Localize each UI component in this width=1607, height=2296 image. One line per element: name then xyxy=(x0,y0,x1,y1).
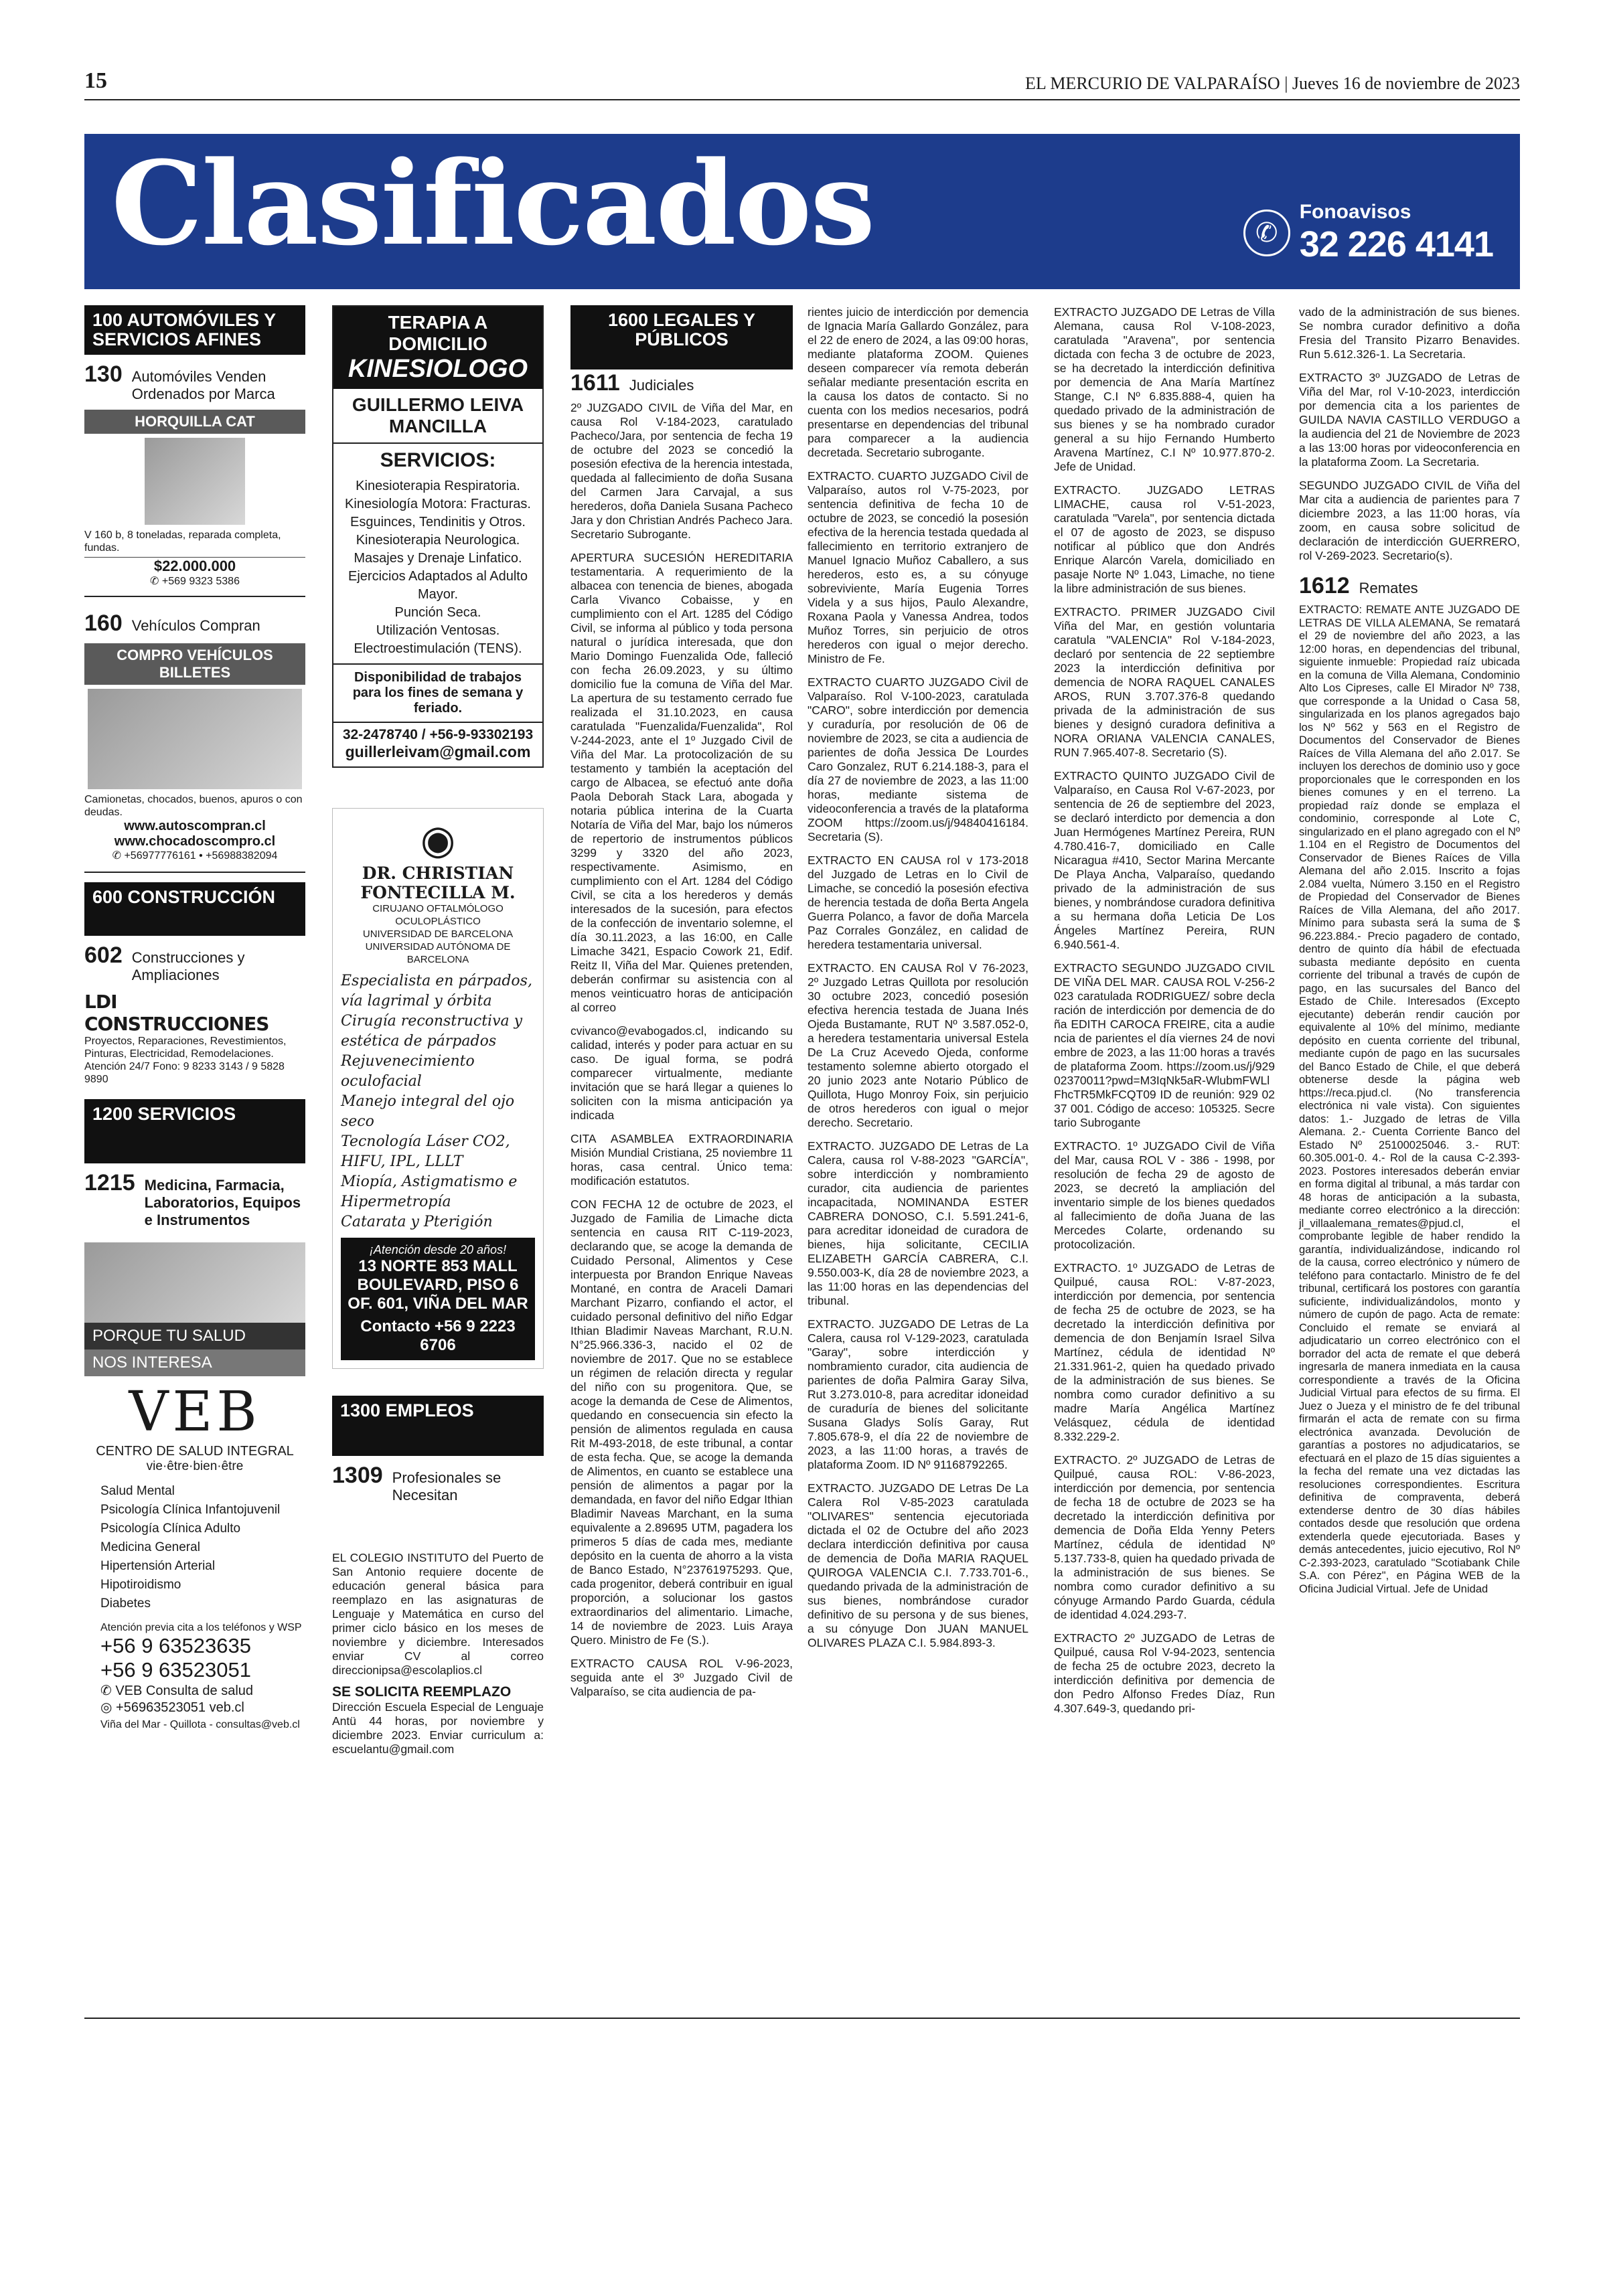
notice: EXTRACTO CUARTO JUZGADO Civil de Valparaíso. Rol V-100-2023, caratulada "CARO", sobre interdicción por demencia y curaduría, por resolución de 06 de noviembre de 2023, se cita a audiencia de parientes de doña Jessica De Lourdes Caro Gonzalez, RUT 6.214.188-3, para el día 27 de noviembre de 2023, a las 11:00 horas, mediante sistema de videoconferencia a través de la plataforma ZOOM https://zoom.us/j/94840416184. Secretaria (S). xyxy=(808,675,1028,843)
notice: EXTRACTO 2º JUZGADO de Letras de Quilpué, causa Rol V-94-2023, sentencia de fecha 25 de octubre 2023, decreto la interdicción definitiva por demencia de don Pedro Alfonso Fredes Díaz, Run 4.307.649-3, quedando pri- xyxy=(1054,1631,1275,1715)
category-1215: 1215 Medicina, Farmacia, Laboratorios, Equipos e Instrumentos xyxy=(84,1170,301,1228)
banner-title: Clasificados xyxy=(111,135,874,271)
forklift-image xyxy=(145,438,245,525)
section-600: 600 CONSTRUCCIÓN xyxy=(84,882,305,936)
phone-icon: ✆ xyxy=(1243,210,1290,256)
veb-services: Salud Mental Psicología Clínica Infantojuvenil Psicología Clínica Adulto Medicina General Hipertensión Arterial Hipotiroidismo Diabetes xyxy=(100,1484,281,1611)
category-160: 160 Vehículos Compran xyxy=(84,610,260,636)
notice: EXTRACTO CAUSA ROL V-96-2023, seguida ante el 3º Juzgado Civil de Valparaíso, se cita audiencia de pa- xyxy=(570,1657,793,1698)
notice: EXTRACTO. PRIMER JUZGADO Civil Viña del Mar, en gestión voluntaria caratula "VALENCIA" Rol V-184-2023, declaró por sentencia de 22 septiembre 2023 la interdicción definitiva por demencia de NORA RAQUEL CANALES AROS, RUN 3.707.376-8 quedando privada de la administración de sus bienes y designó curadora definitiva a NORA ORIANA VALENCIA CANALES, RUN 7.965.407-8. Secretario (S). xyxy=(1054,605,1275,759)
notice: vado de la administración de sus bienes. Se nombra curador definitivo a doña Fresia del Transito Pizarro Benavides. Run 5.612.326-1. La Secretaria. xyxy=(1299,305,1520,361)
whatsapp-icon: ✆ xyxy=(150,576,162,587)
job-colegio: EL COLEGIO INSTITUTO del Puerto de San Antonio requiere docente de educación general básica para reemplazo en las asignaturas de Lenguaje y Matemática en curso del primer ciclo básico en los meses de noviembre y diciembre. Interesados enviar CV al correo direccionipsa@escolaplios.cl xyxy=(332,1551,544,1677)
notice: CON FECHA 12 de octubre de 2023, el Juzgado de Familia de Limache dicta sentencia en causa RIT C-119-2023, declarando que, se acoge la demanda de Cuidado Personal, Alimentos y Cese interpuesta por Brandon Enrique Naveas Montané, en contra de Araceli Damari Marchant Pizarro, confiando el actor, el cuidado personal definitivo del niño Edgar Ithian Bladimir Naveas Marchant, R.U.N. N°25.966.336-3, nacido el 02 de noviembre de 2017. Que no se establece un régimen de relación directa y regular del niño con su progenitora. Que, se acoge la demanda de Cese de Alimentos, quedando en consecuencia sin efecto la pensión de alimentos regulada en causa Rit M-493-2018, de este tribunal, a contar de esta fecha. Que, se acoge la demanda de Alimentos, en cuanto se establece una pensión de alimentos a pagar por la demandada, en favor del niño Edgar Ithian Bladimir Naveas Marchant, en la suma equivalente a 2.89695 UTM, pagadera los primeros 5 días de cada mes, mediante depósito en la cuenta de ahorro a la vista de Banco Estado, N°23761975293. Que, cada progenitor, deberá contribuir en igual proporción, a solucionar los gastos extraordinarios del alimentario. Limache, 14 de noviembre de 2023. Luis Araya Quero. Ministro de Fe (S.). xyxy=(570,1198,793,1647)
notice: EXTRACTO. 1º JUZGADO Civil de Viña del Mar, causa ROL V - 386 - 1998, por resolución de fecha 29 de agosto de 2023, se decretó la ampliación del inventario simple de los bienes quedados al fallecimiento de doña Juana de las Mercedes Colarte, ordenando su protocolización. xyxy=(1054,1139,1275,1251)
ad-compro-vehiculos: COMPRO VEHÍCULOS BILLETES Camionetas, chocados, buenos, apuros o con deudas. www.autoscompran.cl www.chocadoscompro.cl ✆ +56977776161 • +56988382094 xyxy=(84,643,305,862)
ad-horquilla: HORQUILLA CAT V 160 b, 8 toneladas, reparada completa, fundas. $22.000.000 ✆ +569 9323 5386 xyxy=(84,410,305,588)
column-5 xyxy=(1054,305,1275,1725)
car-image xyxy=(88,689,302,789)
instagram-icon: ◎ xyxy=(100,1700,117,1715)
notice: EXTRACTO JUZGADO DE Letras de Villa Alemana, causa Rol V-108-2023, caratulada "Aravena", por sentencia dictada con fecha 3 de octubre de 2023, se ha decretado la interdicción definitiva por demencia de Ana María Martínez Stange, C.I Nº 6.835.888-4, quien ha quedado privado de la administración de sus bienes y se ha nombrado curador general a su hijo Fernando Humberto Aravena Martínez, C.I Nº 10.977.870-2. Jefe de Unidad. xyxy=(1054,305,1275,473)
classifieds-banner xyxy=(84,134,1520,289)
category-1309: 1309 Profesionales se Necesitan xyxy=(332,1463,502,1503)
notice: CITA ASAMBLEA EXTRAORDINARIA Misión Mundial Cristiana, 25 noviembre 11 horas, casa central. Único tema: modificación estatutos. xyxy=(570,1132,793,1187)
notice: rientes juicio de interdicción por demencia de Ignacia María Gallardo González, para el 22 de enero de 2024, a las 09:00 horas, mediante plataforma ZOOM. Quienes deseen comparecer vía remota deberán señalar mediante presentación escrita en la causa los datos de contacto. Si no cuenta con los medios necesarios, podrá presentarse en dependencias del tribunal para comparecer a la audiencia decretada. Secretario subrogante. xyxy=(808,305,1028,459)
eye-icon: ◉ xyxy=(420,817,456,862)
ad-veb: PORQUE TU SALUD NOS INTERESA VEB CENTRO DE SALUD INTEGRAL vie·être·bien·être Salud Mental Psicología Clínica Infantojuvenil Psicología Clínica Adulto Medicina General Hipertensión Arterial Hipotiroidismo Diabetes Atención previa cita a los teléfonos y WSP +56 9 63523635 +56 9 63523051 ✆ VEB Consulta de salud ◎ +56963523051 veb.cl Viña del Mar - Quillota - consultas@veb.cl xyxy=(84,1242,305,1731)
notice: cvivanco@evabogados.cl, indicando su calidad, interés y poder para actuar en su caso. De igual forma, se podrá comparecer virtualmente, mediante invitación que se hará llegar a quienes lo soliciten con la misma anticipación ya indicada xyxy=(570,1024,793,1122)
section-1600: 1600 LEGALES Y PÚBLICOS xyxy=(570,305,793,370)
column-2 xyxy=(332,305,544,1756)
kin-services: Kinesioterapia Respiratoria. Kinesiología Motora: Fracturas. Esguinces, Tendinitis y Otros. Kinesioterapia Neurologica. Masajes y Drenaje Linfatico. Ejercicios Adaptados al Adulto Mayor. Punción Seca. Utilización Ventosas. Electroestimulación (TENS). xyxy=(345,479,531,656)
notice: EXTRACTO SEGUNDO JUZGADO CIVIL DE VIÑA DEL MAR. CAUSA ROL V-256-2023 caratulada RODRIGUEZ/ sobre declaración de interdicción por demencia de doña EDITH CAROCA FREIRE, cita a audiencia de parientes el día viernes 24 de noviembre de 2023, a las 11:00 horas a través de plataforma Zoom. https://zoom.us/j/92902370011?pwd=M3IqNk5aR-WlubmFWLlFhcTR5MkFCQT09 ID de reunión: 929 0237 001. Código de acceso: 105325. Secretario Subrogante xyxy=(1054,961,1275,1129)
notice: EXTRACTO. 1º JUZGADO de Letras de Quilpué, causa ROL: V-87-2023, interdicción por demencia, por sentencia de fecha 25 de octubre de 2023, se ha decretado la interdicción definitiva por demencia de don Benjamín Israel Silva Martínez, cédula de identidad Nº 21.331.961-2, quien ha quedado privado de la administración de sus bienes. Se nombra como curador definitivo a su madre María Angélica Martínez Velásquez, cédula de identidad 8.332.229-2. xyxy=(1054,1261,1275,1443)
column-6 xyxy=(1299,305,1520,1605)
category-1612: 1612 Remates xyxy=(1299,573,1418,598)
doctor-image xyxy=(84,1242,305,1323)
ad-ldi: LDI CONSTRUCCIONES Proyectos, Reparaciones, Revestimientos, Pinturas, Electricidad, Remodelaciones. Atención 24/7 Fono: 9 8233 3143 / 9 5828 9890 xyxy=(84,991,287,1085)
column-1 xyxy=(84,305,305,1731)
paper-name-date: EL MERCURIO DE VALPARAÍSO | Jueves 16 de noviembre de 2023 xyxy=(1025,74,1520,93)
category-1611: 1611 Judiciales xyxy=(570,370,694,396)
whatsapp-phones: ✆ +56977776161 • +56988382094 xyxy=(112,850,278,862)
column-3 xyxy=(570,305,793,1708)
section-1200: 1200 SERVICIOS xyxy=(84,1099,305,1163)
veb-logo: VEB xyxy=(129,1380,261,1444)
notice: EXTRACTO. JUZGADO DE Letras de La Calera, causa rol V-129-2023, caratulada "Garay", sobre interdicción y nombramiento curador, cita audiencia de parientes de doña Palmira Garay Silva, Rut 3.273.010-8, para acreditar idoneidad de curaduría de bienes del solicitante Susana Gladys Solís Garay, Rut 7.805.678-9, el día 22 de noviembre de 2023, a las 11:00 horas, a través de plataforma Zoom. ID Nº 91168792265. xyxy=(808,1317,1028,1471)
section-100: 100 AUTOMÓVILES Y SERVICIOS AFINES xyxy=(84,305,305,355)
notice: EXTRACTO. CUARTO JUZGADO Civil de Valparaíso, autos rol V-75-2023, por sentencia definitiva de fecha 10 de octubre de 2023, se concedió la posesión efectiva de la herencia testada quedada al fallecimiento en territorio extranjero de Manuel Ignacio Muñoz Caballero, a sus herederos, esto es, a su cónyuge sobreviviente, María Eugenia Torres Videla y a sus hijos, Paulo Alexandre, Roxana Paola y Vanessa Andrea, todos Muñoz Torres, sin perjuicio de otros herederos con igual o mejor derecho. Ministro de Fe. xyxy=(808,469,1028,665)
ad-kinesiologo: TERAPIA A DOMICILIO KINESIOLOGO GUILLERMO LEIVA MANCILLA SERVICIOS: Kinesioterapia Respiratoria. Kinesiología Motora: Fracturas. Esguinces, Tendinitis y Otros. Kinesioterapia Neurologica. Masajes y Drenaje Linfatico. Ejercicios Adaptados al Adulto Mayor. Punción Seca. Utilización Ventosas. Electroestimulación (TENS). Disponibilidad de trabajos para los fines de semana y feriado. 32-2478740 / +56-9-93302193 guillerleivam@gmail.com xyxy=(332,305,544,768)
fonoavisos xyxy=(1243,201,1493,265)
whatsapp-icon: ✆ xyxy=(112,850,125,862)
page-header xyxy=(84,66,1520,100)
fono-label: Fonoavisos xyxy=(1299,201,1411,223)
column-4 xyxy=(808,305,1028,1659)
category-602: 602 Construcciones y Ampliaciones xyxy=(84,942,245,983)
notice: EXTRACTO 3º JUZGADO de Letras de Viña del Mar, rol V-10-2023, interdicción por demencia cita a los parientes de GUILDA NAVIA CASTILLO VERDUGO a la audiencia del 21 de Noviembre de 2023 a las 13:00 horas por videoconferencia en la plataforma Zoom. La Secretaria. xyxy=(1299,371,1520,469)
notice: EXTRACTO. EN CAUSA Rol V 76-2023, 2º Juzgado Letras Quillota por resolución 30 octubre 2023, concedió posesión efectiva herencia testada de Juana Inés Ojeda Bustamante, RUT Nº 3.587.052-0, a heredera testamentaria universal Estela De La Cruz Acevedo Ojeda, conforme testamento solemne abierto otorgado el 20 junio 2023 ante Notario Público de Quillota, Hugo Monroy Foix, sin perjuicio de otros herederos con igual o mejor derecho. Secretario. xyxy=(808,961,1028,1129)
notice: EXTRACTO EN CAUSA rol v 173-2018 del Juzgado de Letras en lo Civil de Limache, se concedió la posesión efectiva de herencia testada de doña Berta Angela Guerra Polanco, a favor de doña Marcela Paz Corrales González, en calidad de heredera testamentaria universal. xyxy=(808,853,1028,951)
notice: EXTRACTO. JUZGADO LETRAS LIMACHE, causa rol V-51-2023, caratulada "Varela", por sentencia dictada el 07 de agosto de 2023, se dispuso notificar al público que don Andrés Enrique Alarcón Varela, domiciliado en pasaje Norte Nº 1.043, Limache, no tiene la libre administración de sus bienes. xyxy=(1054,483,1275,595)
ad-fontecilla: ◉ DR. CHRISTIAN FONTECILLA M. CIRUJANO OFTALMÓLOGO OCULOPLÁSTICO UNIVERSIDAD DE BARCELONA UNIVERSIDAD AUTÓNOMA DE BARCELONA Especialista en párpados, vía lagrimal y órbita Cirugía reconstructiva y estética de párpados Rejuvenecimiento oculofacial Manejo integral del ojo seco Tecnología Láser CO2, HIFU, IPL, LLLT Miopía, Astigmatismo e Hipermetropía Catarata y Pterigión ¡Atención desde 20 años! 13 NORTE 853 MALL BOULEVARD, PISO 6 OF. 601, VIÑA DEL MAR Contacto +56 9 2223 6706 xyxy=(332,808,544,1369)
section-1300: 1300 EMPLEOS xyxy=(332,1396,544,1456)
fono-number: 32 226 4141 xyxy=(1299,224,1493,264)
notice: EXTRACTO: REMATE ANTE JUZGADO DE LETRAS DE VILLA ALEMANA, Se rematará el 29 de noviembre del año 2023, a las 12:00 horas, en dependencias del tribunal, siguiente inmueble: Propiedad raíz ubicada en la comuna de Villa Alemana, Condominio Alto Los Cipreses, calle El Mirador Nº 738, que corresponde a la Unidad o Casa 58, singularizada en los planos agregados bajo los Nº 562 y 563 en el Registro de Documentos del Conservador de Bienes Raíces de Villa Alemana del año 2.017. Se incluyen los derechos de dominio uso y goce proporcionales que le corresponden en los bienes comunes y en el terreno. La propiedad raíz donde se emplaza el condominio, corresponde al Lote C, singularizado en el plano agregado con el Nº 1.104 en el Registro de Documentos del Conservador de Bienes Raíces de Villa Alemana del año 2.015. Inscrito a fojas 2.084 vuelta, Número 3.150 en el Registro de Propiedad del Conservador de Bienes Raíces de Villa Alemana, del año 2017. Mínimo para subasta será la suma de $ 96.223.884.- Precio pagadero de contado, dentro de quinto día hábil de efectuada subasta mediante depósito en cuenta corriente del tribunal a través de cupón de pago, en las sucursales del Banco del Estado de Chile. Interesados (Excepto ejecutante) deberán rendir caución por equivalente al 10% del mínimo, mediante depósito en cuenta corriente del tribunal, mediante cupón de pago en las sucursales del Banco Estado de Chile, el que deberá obtenerse desde la página web https://reca.pjud.cl. (No transferencia electrónica ni vale vista). Con siguientes datos: 1.- Juzgado de letras de Villa Alemana. 2.- Cuenta Corriente Banco del Estado Nº 25100025046. 3.- RUT: 60.305.001-0. 4.- Rol de la causa C-2.393-2023. Postores interesados deberán enviar en forma digital al tribunal, a más tardar con 48 horas de anticipación a la subasta, mediante correo electrónico a la dirección: jl_villaalemana_remates@pjud.cl, el comprobante legible de haber rendido la garantía, individualizándose, indicando rol de la causa, correo electrónico y número de teléfono para contactarlo. Ministro de fe del tribunal, certificará los postores con garantía suficiente, individualizándolos, monto y número de cupón de pago. Acta de remate: Concluido el remate se enviará al adjudicatario un correo electrónico con el borrador del acta de remate el que deberá ingresarla de manera inmediata en la causa correspondiente a través de la Oficina Judicial Virtual para efectos de su firma. El Juez o Jueza y el ministro de fe del tribunal firmarán el acta de remate con su firma electrónica avanzada. Devolución de garantías a postores no adjudicatarios, se efectuará en el plazo de 15 días siguientes a la fecha del remate una vez dictadas las resoluciones correspondientes. Escritura definitiva de compraventa, deberá extenderse dentro de 30 días hábiles contados desde que resolución que ordena extenderla quede ejecutoriada. Bases y demás antecedentes, juicio ejecutivo, Rol Nº C-2.393-2023, caratulado "Scotiabank Chile S.A. con Pérez", en Página WEB de la Oficina Judicial Virtual. Jefe de Unidad xyxy=(1299,604,1520,1595)
page-number: 15 xyxy=(84,68,107,93)
notice: APERTURA SUCESIÓN HEREDITARIA testamentaria. A requerimiento de la albacea con tenencia de bienes, abogada Carla Vivanco Cobaisse, y en cumplimiento con el Art. 1285 del Código Civil, se informa al público y toda persona natural o jurídica interesada, que don Mario Domingo Fuenzalida Ode, falleció con fecha 26.09.2023, y su último domicilio fue la comuna de Viña del Mar. La apertura de su testamento cerrado fue realizada el 31.10.2023, en causa caratulada "Fuenzalida/Fuenzalida", Rol V-244-2023, ante el 1º Juzgado Civil de Viña del Mar. La protocolización de su testamento y también la aceptación del cargo de Albacea, se efectuó ante doña Paola Deborah Stack Lara, abogada y notaria pública interina de la Cuarta Notaría de Viña del Mar, bajo los números de repertorio de instrumentos públicos 3299 y 3320 del año 2023, respectivamente. Asimismo, en cumplimiento con el Art. 1284 del Código Civil, se cita a los herederos y demás interesados de la sucesión, para efectos de la confección de inventario solemne, el día 30.11.2023, a las 16:00, en Calle Limache 3421, Espacio Cowork 21, Edif. Reitz II, Viña del Mar. Quienes pretenden, deberán confirmar su asistencia con al menos veinticuatro horas de anticipación al correo xyxy=(570,551,793,1014)
job-reemplazo: Dirección Escuela Especial de Lenguaje Antü 44 horas, por noviembre y diciembre 2023. Enviar curriculum a: escuelantu@gmail.com xyxy=(332,1700,544,1756)
notice: 2º JUZGADO CIVIL de Viña del Mar, en causa Rol V-184-2023, caratulado Pacheco/Jara, por sentencia de fecha 19 de octubre del 2023 se concedió la posesión efectiva de la herencia intestada, quedada al fallecimiento de doña Susana del Carmen Jara Carvajal, a sus herederos, doña Daniela Susana Pacheco Jara y don Christian Andrés Pacheco Jara. Secretario Subrogante. xyxy=(570,401,793,541)
notice: EXTRACTO. 2º JUZGADO de Letras de Quilpué, causa ROL: V-86-2023, interdicción por demencia, por sentencia de fecha 18 de octubre de 2023 se ha decretado la interdicción definitiva por demencia de Doña Elda Yenny Peters Martínez, cédula de identidad Nº 5.137.733-8, quien ha quedado privada de la administración de sus bienes. Se nombra como curador definitivo a su cónyuge Armando Pardo Guarda, cédula de identidad 4.024.293-7. xyxy=(1054,1453,1275,1621)
notice: EXTRACTO. JUZGADO DE Letras de La Calera, causa rol V-88-2023 "GARCÍA", sobre interdicción y nombramiento curador, cita audiencia de parientes incapacitada, NOMINANDA ESTER CABRERA DONOSO, C.I. 5.591.241-6, para acreditar idoneidad de curadora de bienes, hija solicitante, CECILIA ELIZABETH GARCÍA CABRERA, C.I. 9.550.003-K, día 28 de noviembre 2023, a las 11:00 horas en las dependencias del tribunal. xyxy=(808,1139,1028,1307)
doc-services: Especialista en párpados, vía lagrimal y órbita Cirugía reconstructiva y estética de párpados Rejuvenecimiento oculofacial Manejo integral del ojo seco Tecnología Láser CO2, HIFU, IPL, LLLT Miopía, Astigmatismo e Hipermetropía Catarata y Pterigión xyxy=(341,973,532,1230)
whatsapp-icon: ✆ xyxy=(100,1684,116,1698)
notice: EXTRACTO. JUZGADO DE Letras De La Calera Rol V-85-2023 caratulada "OLIVARES" sentencia ejecutoriada dictada el 02 de Octubre del año 2023 declara interdicción definitiva por causa de demencia de Doña MARIA RAQUEL QUIROGA VALENCIA C.I. 7.733.701-6., quedando privada de la administración de sus bienes, nombrándose curador definitivo de su persona y de sus bienes, a su cónyuge Don JUAN MANUEL OLIVARES PLAZA C.I. 5.984.893-3. xyxy=(808,1481,1028,1649)
footer-rule xyxy=(84,2018,1520,2019)
job-reemplazo-title: SE SOLICITA REEMPLAZO xyxy=(332,1684,512,1700)
notice: EXTRACTO QUINTO JUZGADO Civil de Valparaíso, en Causa Rol V-67-2023, por sentencia de 26 de septiembre del 2023, se declaró interdicto por demencia a don Juan Hermógenes Martínez Pereira, RUN 4.780.416-7, domiciliado en Calle Nicaragua #410, Sector Marina Mercante De Playa Ancha, Valparaíso, quedando privado de la administración de sus bienes, y nombrándose curadora definitiva a su hermana doña Leticia De Los Ángeles Martínez Pereira, RUN 6.940.561-4. xyxy=(1054,769,1275,951)
notice: SEGUNDO JUZGADO CIVIL de Viña del Mar cita a audiencia de parientes para 7 diciembre 2023, a las 11:00 horas, vía zoom, en causa sobre solicitud de declaración de interdicción GUERRERO, rol V-269-2023. Secretario(s). xyxy=(1299,479,1520,562)
category-130: 130 Automóviles Venden Ordenados por Marca xyxy=(84,361,275,402)
